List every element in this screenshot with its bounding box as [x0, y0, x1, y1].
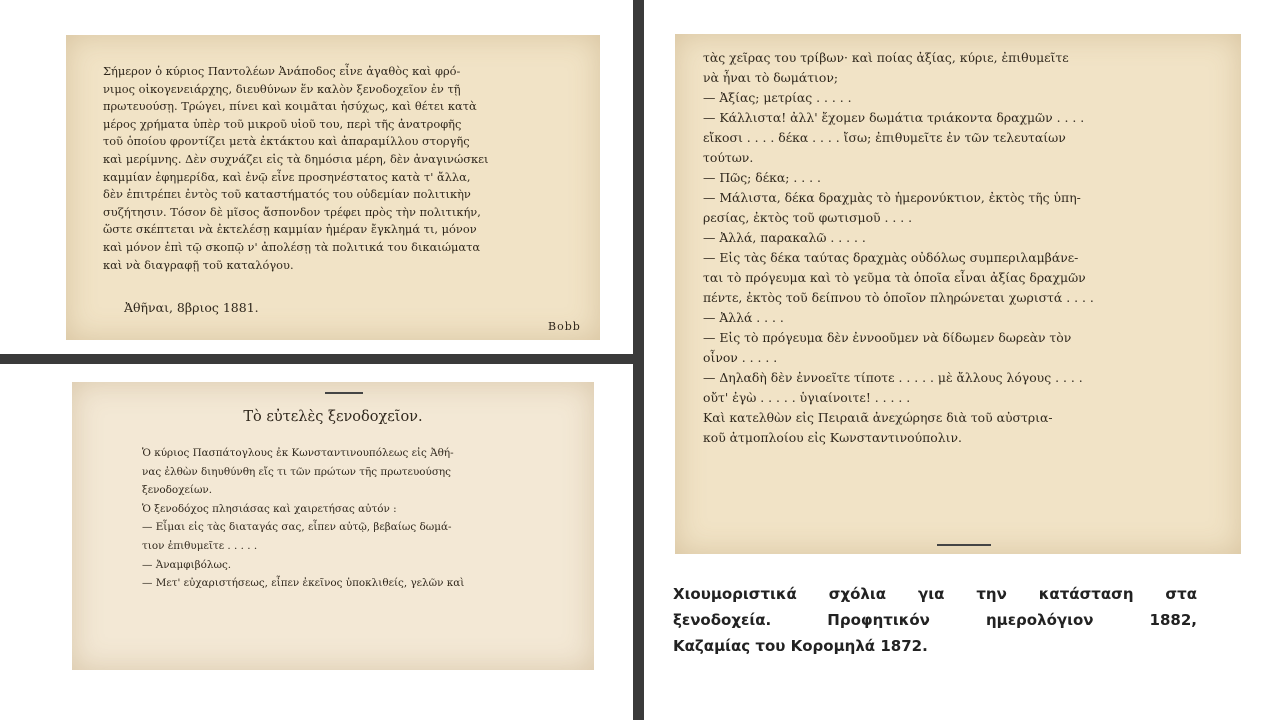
text-line: Ὁ ξενοδόχος πλησιάσας καὶ χαιρετήσας αὐτόν : [142, 502, 397, 515]
text-line: ὥστε σκέπτεται νὰ ἐκτελέσῃ καμμίαν ἡμέραν ἔγκλημά τι, μόνον [103, 222, 477, 237]
text-line: οὔτ' ἐγὼ . . . . . ὑγιαίνοιτε! . . . . . [703, 390, 911, 405]
caption-line: Χιουμοριστικά σχόλια για την κατάσταση στα [673, 585, 1197, 603]
text-line: νὰ ἦναι τὸ δωμάτιον; [703, 70, 839, 85]
scan-right [675, 34, 1241, 554]
caption [673, 581, 1197, 659]
text-line: κοῦ ἀτμοπλοίου εἰς Κωνσταντινούπολιν. [703, 430, 962, 445]
text-line: πέντε, ἐκτὸς τοῦ δείπνου τὸ ὁποῖον πληρώνεται χωριστά . . . . [703, 290, 1094, 305]
text-line: καὶ μερίμνης. Δὲν συχνάζει εἰς τὰ δημόσια μέρη, δὲν ἀναγινώσκει [103, 151, 489, 166]
text-line: — Κάλλιστα! ἀλλ' ἔχομεν δωμάτια τριάκοντα δραχμῶν . . . . [703, 110, 1085, 125]
text-line: — Ἀξίας; μετρίας . . . . . [703, 90, 852, 105]
caption-line: ξενοδοχεία. Προφητικόν ημερολόγιον 1882, [673, 611, 1197, 629]
text-line: — Εἰς τὰς δέκα ταύτας δραχμὰς οὐδόλως συμπεριλαμβάνε- [703, 250, 1079, 265]
horizontal-divider [0, 354, 633, 364]
text-line: τούτων. [703, 150, 754, 165]
text-line: ξενοδοχείων. [142, 484, 213, 497]
text-line: νιμος οἰκογενειάρχης, διευθύνων ἕν καλὸν ξενοδοχεῖον ἐν τῇ [103, 81, 461, 96]
scan-right-text [703, 48, 1094, 448]
dateline: Ἀθῆναι, 8βριος 1881. [124, 300, 259, 315]
scan-top-left [66, 35, 600, 340]
text-line: μέρος χρήματα ὑπὲρ τοῦ μικροῦ υἱοῦ του, περὶ τῆς ἀνατροφῆς [103, 116, 462, 131]
text-line: καὶ μόνον ἐπὶ τῷ σκοπῷ ν' ἀπολέσῃ τὰ πολιτικά του δικαιώματα [103, 239, 481, 254]
caption-line: Καζαμίας του Κορομηλά 1872. [673, 637, 928, 655]
text-line: δὲν ἐπιτρέπει ἐντὸς τοῦ καταστήματός του οὐδεμίαν πολιτικὴν [103, 187, 471, 202]
text-line: — Ἀλλά, παρακαλῶ . . . . . [703, 230, 866, 245]
text-line: — Δηλαδὴ δὲν ἐννοεῖτε τίποτε . . . . . μὲ ἄλλους λόγους . . . . [703, 370, 1083, 385]
text-line: — Ἀναμφιβόλως. [142, 558, 232, 571]
text-line: τιον ἐπιθυμεῖτε . . . . . [142, 539, 258, 552]
signature: Bobb [548, 320, 581, 333]
scan-top-left-text [103, 63, 489, 274]
vertical-divider [633, 0, 644, 720]
text-line: νας ἐλθὼν διηυθύνθη εἴς τι τῶν πρώτων τῆς πρωτευούσης [142, 465, 451, 478]
text-line: καὶ νὰ διαγραφῇ τοῦ καταλόγου. [103, 257, 294, 272]
text-line: — Εἶμαι εἰς τὰς διαταγάς σας, εἶπεν αὐτῷ, βεβαίως δωμά- [142, 521, 452, 534]
scan-bottom-left [72, 382, 594, 670]
text-line: Ὁ κύριος Πασπάτογλους ἐκ Κωνσταντινουπόλεως εἰς Ἀθή- [142, 447, 454, 459]
text-line: Σήμερον ὁ κύριος Παντολέων Ἀνάποδος εἶνε ἀγαθὸς καὶ φρό- [103, 64, 461, 78]
text-line: πρωτευούσῃ. Τρώγει, πίνει καὶ κοιμᾶται ἡσύχως, καὶ θέτει κατὰ [103, 99, 477, 114]
text-line: Καὶ κατελθὼν εἰς Πειραιᾶ ἀνεχώρησε διὰ τοῦ αὐστρια- [703, 410, 1053, 425]
text-line: ται τὸ πρόγευμα καὶ τὸ γεῦμα τὰ ὁποῖα εἶναι ἀξίας δραχμῶν [703, 270, 1086, 285]
text-line: τὰς χεῖρας του τρίβων· καὶ ποίας ἀξίας, κύριε, ἐπιθυμεῖτε [703, 50, 1069, 65]
text-line: ρεσίας, ἐκτὸς τοῦ φωτισμοῦ . . . . [703, 210, 913, 225]
ornamental-rule [937, 544, 991, 546]
scan-bottom-left-text [142, 444, 464, 593]
article-title: Τὸ εὐτελὲς ξενοδοχεῖον. [243, 409, 423, 425]
text-line: συζήτησιν. Τόσον δὲ μῖσος ἄσπονδον τρέφει πρὸς τὴν πολιτικήν, [103, 204, 481, 219]
ornamental-rule [325, 392, 363, 394]
text-line: — Εἰς τὸ πρόγευμα δὲν ἐννοοῦμεν νὰ δίδωμεν δωρεὰν τὸν [703, 330, 1072, 345]
text-line: — Πῶς; δέκα; . . . . [703, 170, 821, 185]
text-line: — Μετ' εὐχαριστήσεως, εἶπεν ἐκεῖνος ὑποκλιθείς, γελῶν καὶ [142, 577, 465, 590]
text-line: — Μάλιστα, δέκα δραχμὰς τὸ ἡμερονύκτιον, ἐκτὸς τῆς ὑπη- [703, 190, 1081, 205]
text-line: — Ἀλλά . . . . [703, 310, 784, 325]
text-line: καμμίαν ἐφημερίδα, καὶ ἐνῷ εἶνε προσηνέστατος κατὰ τ' ἄλλα, [103, 169, 471, 184]
text-line: εἴκοσι . . . . δέκα . . . . ἴσω; ἐπιθυμεῖτε ἐν τῶν τελευταίων [703, 130, 1066, 145]
text-line: τοῦ ὁποίου φροντίζει μετὰ ἐκτάκτου καὶ ἀπαραμίλλου στοργῆς [103, 134, 470, 149]
text-line: οἶνον . . . . . [703, 350, 778, 365]
